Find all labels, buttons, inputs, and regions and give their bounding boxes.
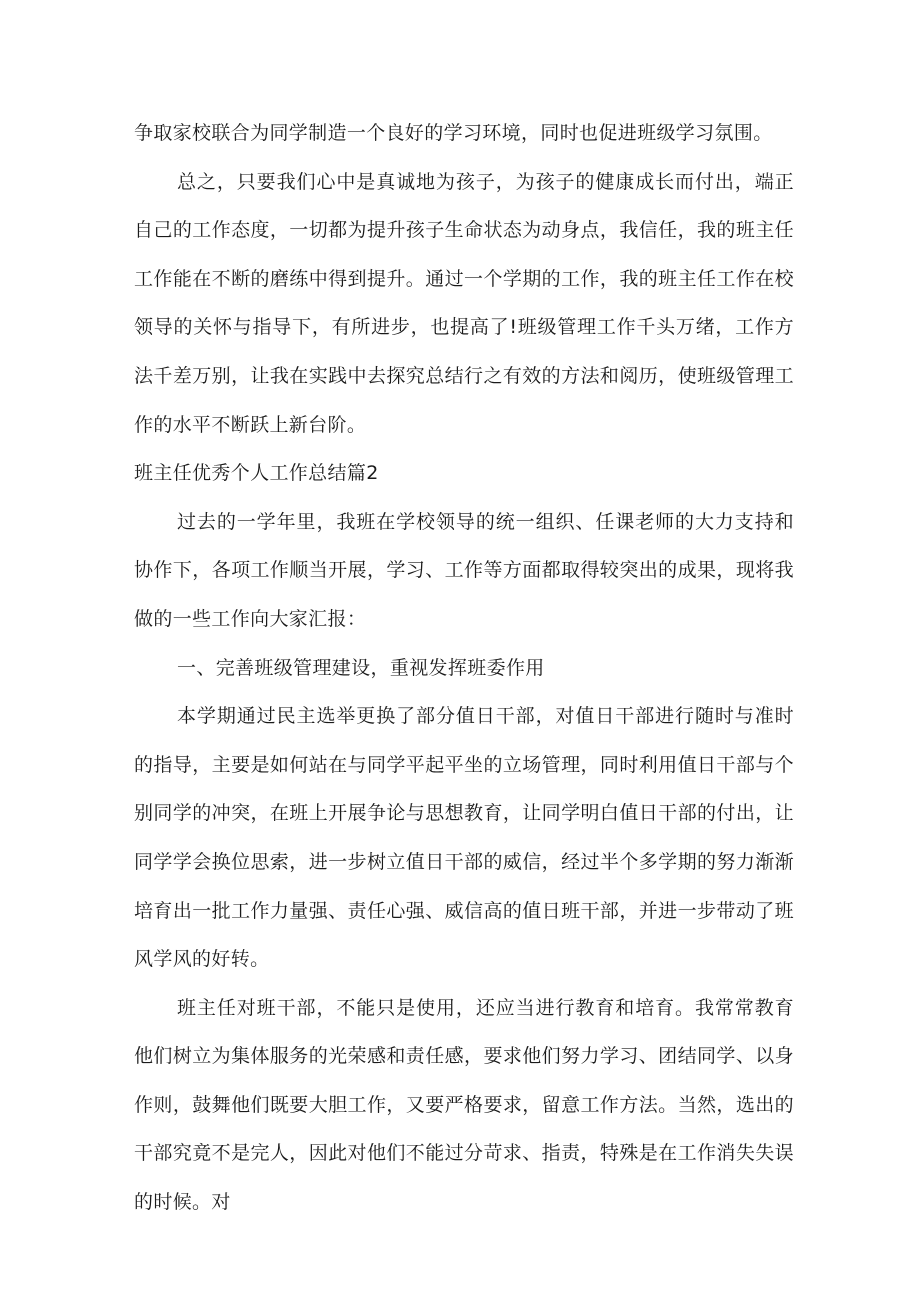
paragraph-continuation: 争取家校联合为同学制造一个良好的学习环境，同时也促进班级学习氛围。 <box>134 122 773 144</box>
paragraph-cadre-education: 班主任对班干部，不能只是使用，还应当进行教育和培育。我常常教育他们树立为集体服务的光荣感和责任感，要求他们努力学习、团结同学、以身作则，鼓舞他们既要大胆工作，又要严格要求，留意工作方法。当然，选出的干部究竟不是完人，因此对他们不能过分苛求、指责，特殊是在工作消失失误的时候。对 <box>134 996 794 1214</box>
section-title: 班主任优秀个人工作总结篇2 <box>134 462 379 485</box>
paragraph-class-cadres: 本学期通过民主选举更换了部分值日干部，对值日干部进行随时与准时的指导，主要是如何站在与同学平起平坐的立场管理，同时利用值日干部与个别同学的冲突，在班上开展争论与思想教育，让同学明白值日干部的付出，让同学学会换位思索，进一步树立值日干部的威信，经过半个多学期的努力渐渐培育出一批工作力量强、责任心强、威信高的值日班干部，并进一步带动了班风学风的好转。 <box>134 705 794 971</box>
paragraph-intro: 过去的一学年里，我班在学校领导的统一组织、任课老师的大力支持和协作下，各项工作顺当开展，学习、工作等方面都取得较突出的成果，现将我做的一些工作向大家汇报： <box>134 510 794 630</box>
paragraph-summary: 总之，只要我们心中是真诚地为孩子，为孩子的健康成长而付出，端正自己的工作态度，一切都为提升孩子生命状态为动身点，我信任，我的班主任工作能在不断的磨练中得到提升。通过一个学期的工作，我的班主任工作在校领导的关怀与指导下，有所进步，也提高了!班级管理工作千头万绪，工作方法千差万别，让我在实践中去探究总结行之有效的方法和阅历，使班级管理工作的水平不断跃上新台阶。 <box>134 170 794 436</box>
subsection-heading: 一、完善班级管理建设，重视发挥班委作用 <box>177 656 545 679</box>
document-body <box>134 109 794 1227</box>
